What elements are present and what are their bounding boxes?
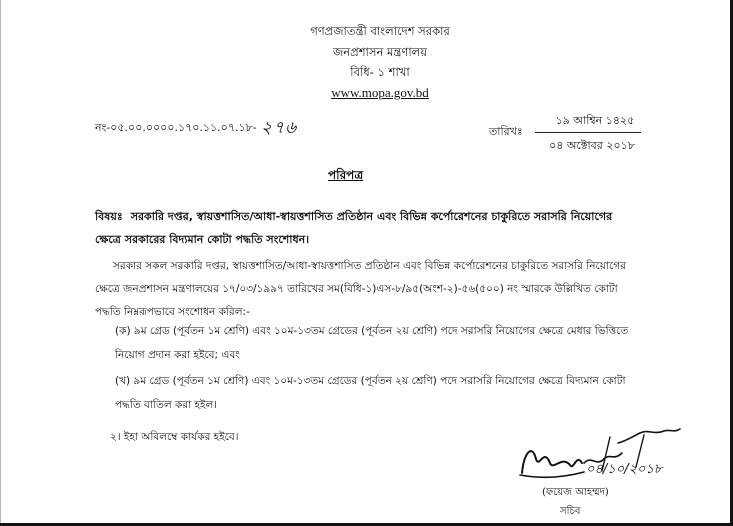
signature-date: ০৪/১০/২০১৮ xyxy=(586,462,663,477)
signature-stroke-date-2 xyxy=(618,429,680,443)
date-english: ০৪ অক্টোবর ২০১৮ xyxy=(549,139,635,152)
item-kha: (খ) ৯ম গ্রেড (পূর্বতন ১ম শ্রেণি) এবং ১০ম-১৩তম গ্রেডের (পূর্বতন ২য় শ্রেণি) পদে সরাসরি নিয়োগের ক্ষেত্রে বিদ্যমান কোটা পদ্ধতি বাতিল করা হইল। xyxy=(115,375,626,411)
left-border xyxy=(0,0,1,526)
memo-number xyxy=(95,118,297,138)
memo-prefix: নং-০৫.০০.০০০০.১৭০.১১.০৭.১৮- xyxy=(95,121,257,134)
signature-stroke-main xyxy=(522,451,582,473)
subject-block xyxy=(95,205,637,251)
signer-name: (ফয়েজ আহম্মদ) xyxy=(542,487,609,498)
body-paragraph-text: সরকার সকল সরকারি দপ্তর, স্বায়ত্তশাসিত/আধা-স্বায়ত্তশাসিত প্রতিষ্ঠান এবং বিভিন্ন কর্পোরেশনের চাকুরিতে সরাসরি নিয়োগের ক্ষেত্রে জনপ্রশাসন মন্ত্রণালয়ের ১৭/০৩/১৯৯৭ তারিখের সম(বিধি-১)এস-৮/৯৫(অংশ-২)-৫৬(৫০০) নং স্মারকে উল্লিখিত কোটা পদ্ধতি নিম্নরূপভাবে সংশোধন করিল:- xyxy=(95,260,626,318)
handwritten-signature xyxy=(514,425,684,485)
signature-stroke-lower xyxy=(520,472,584,477)
memo-number-handwritten: ২৭৬ xyxy=(259,118,299,138)
body-paragraph xyxy=(95,255,640,324)
ministry-name: জনপ্রশাসন মন্ত্রণালয় xyxy=(333,45,427,59)
website-link[interactable]: www.mopa.gov.bd xyxy=(331,85,429,100)
date-separator-line xyxy=(535,132,641,133)
government-name: গণপ্রজাতন্ত্রী বাংলাদেশ সরকার xyxy=(310,24,450,38)
subject-label: বিষয়ঃ xyxy=(95,210,123,223)
clause-two: ২। ইহা অবিলম্বে কার্যকর হইবে। xyxy=(110,431,239,443)
circular-title: পরিপত্র xyxy=(328,168,364,182)
item-ka: (ক) ৯ম গ্রেড (পূর্বতন ১ম শ্রেণি) এবং ১০ম-১৩তম গ্রেডের (পূর্বতন ২য় শ্রেণি) পদে সরাসরি নিয়োগের ক্ষেত্রে মেধার ভিত্তিতে নিয়োগ প্রদান করা হইবে; এবং xyxy=(115,325,629,361)
date-label: তারিখঃ xyxy=(489,125,523,138)
branch-name: বিধি- ১ শাখা xyxy=(350,65,410,79)
signer-designation: সচিব xyxy=(560,506,581,517)
date-bangla: ১৯ আশ্বিন ১৪২৫ xyxy=(555,114,635,127)
subject-text: সরকারি দপ্তর, স্বায়ত্তশাসিত/আধা-স্বায়ত্তশাসিত প্রতিষ্ঠান এবং বিভিন্ন কর্পোরেশনের চাকুরিতে সরাসরি নিয়োগের ক্ষেত্রে সরকারের বিদ্যমান কোটা পদ্ধতি সংশোধন। xyxy=(95,210,613,246)
